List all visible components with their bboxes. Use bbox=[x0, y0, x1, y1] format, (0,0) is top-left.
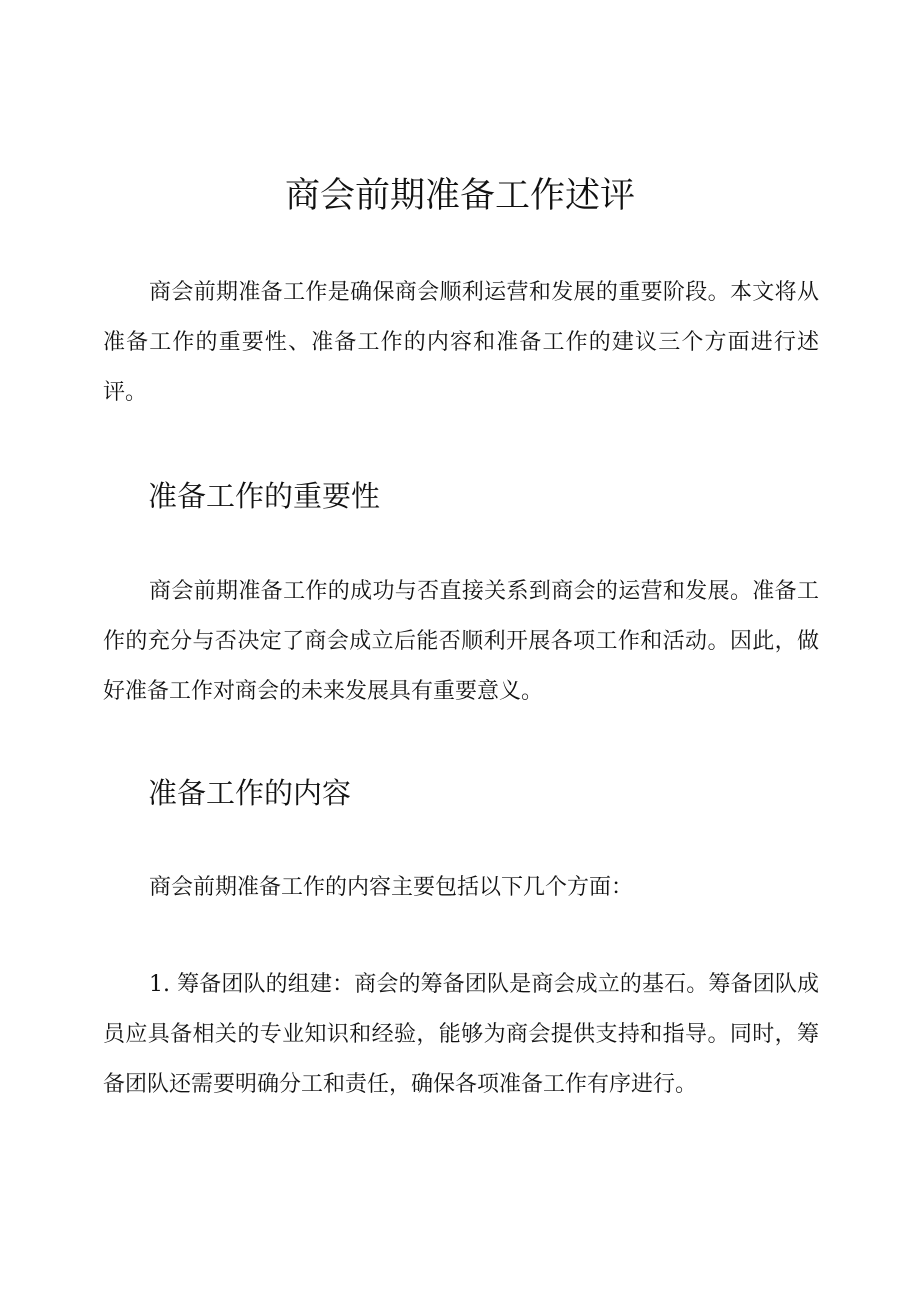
section-heading-content: 准备工作的内容 bbox=[148, 776, 352, 810]
intro-paragraph: 商会前期准备工作是确保商会顺利运营和发展的重要阶段。本文将从准备工作的重要性、准备工作的内容和准备工作的建议三个方面进行述评。 bbox=[103, 280, 819, 405]
content-intro-paragraph: 商会前期准备工作的内容主要包括以下几个方面： bbox=[149, 875, 634, 900]
importance-paragraph: 商会前期准备工作的成功与否直接关系到商会的运营和发展。准备工作的充分与否决定了商会成立后能否顺利开展各项工作和活动。因此，做好准备工作对商会的未来发展具有重要意义。 bbox=[103, 579, 819, 704]
document-title: 商会前期准备工作述评 bbox=[284, 176, 635, 216]
section-heading-importance: 准备工作的重要性 bbox=[148, 479, 381, 513]
content-item-1-paragraph: 1. 筹备团队的组建：商会的筹备团队是商会成立的基石。筹备团队成员应具备相关的专业知识和经验，能够为商会提供支持和指导。同时，筹备团队还需要明确分工和责任，确保各项准备工作有序进行。 bbox=[103, 972, 819, 1097]
